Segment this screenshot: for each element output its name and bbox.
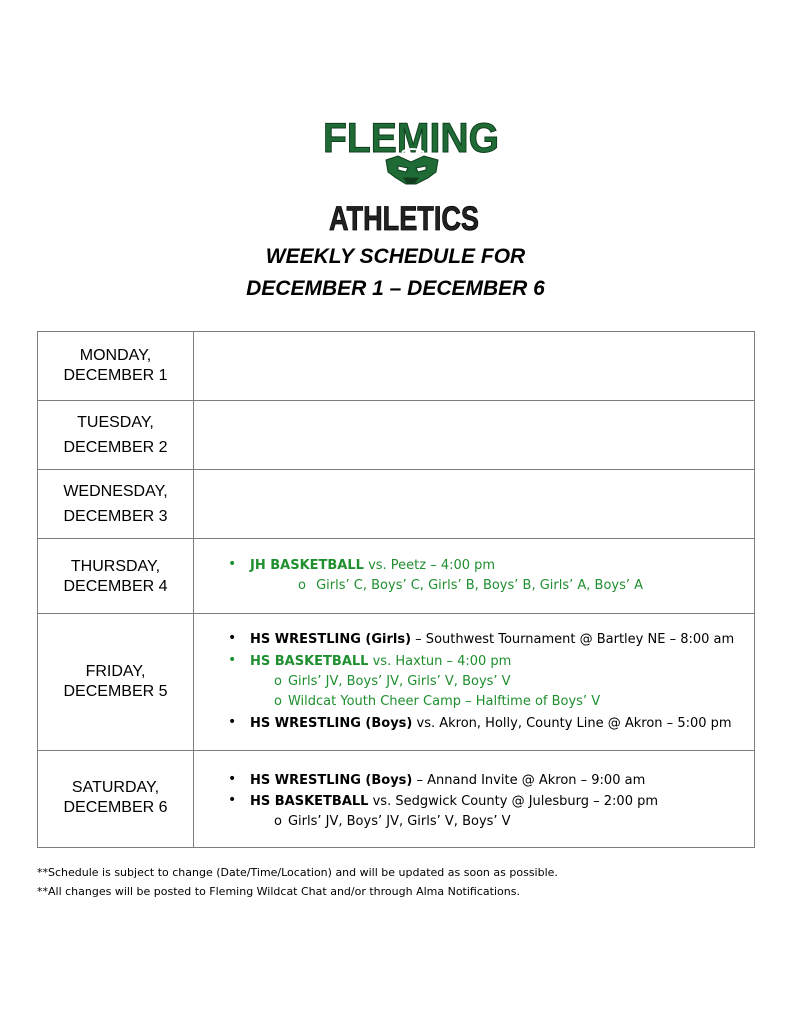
event-category: HS WRESTLING (Boys) [250, 716, 413, 731]
events-cell-saturday [194, 751, 755, 848]
event-category: JH BASKETBALL [250, 558, 364, 573]
schedule-row-wednesday [38, 470, 755, 539]
day-date: DECEMBER 5 [63, 683, 168, 700]
day-cell-friday [38, 614, 194, 751]
day-date: DECEMBER 2 [63, 438, 168, 456]
event-sub-text: Girls’ JV, Boys’ JV, Girls’ V, Boys’ V [287, 674, 511, 689]
sub-bullet-icon: o [298, 578, 306, 593]
fleming-athletics-logo [316, 108, 506, 236]
schedule-row-tuesday [38, 401, 755, 470]
event-item [228, 714, 754, 734]
footnote-schedule-change: **Schedule is subject to change (Date/Time/Location) and will be updated as soon as possible. [37, 866, 558, 879]
day-name: WEDNESDAY, [63, 482, 168, 500]
event-sub-item [274, 672, 754, 692]
day-date: DECEMBER 6 [63, 799, 168, 816]
events-cell-monday [194, 332, 755, 401]
event-item [228, 556, 754, 596]
weekly-schedule-table [37, 331, 755, 848]
event-category: HS WRESTLING (Girls) [250, 632, 412, 647]
logo-athletics-text: ATHLETICS [329, 200, 479, 236]
event-sub-item [274, 576, 754, 596]
day-name: TUESDAY, [77, 413, 154, 431]
day-name: MONDAY, [79, 347, 152, 364]
event-sub-text: Girls’ JV, Boys’ JV, Girls’ V, Boys’ V [287, 814, 511, 829]
events-cell-wednesday [194, 470, 755, 539]
event-details: vs. Haxtun – 4:00 pm [368, 654, 512, 669]
event-sub-text: Girls’ C, Boys’ C, Girls’ B, Boys’ B, Girls’ A, Boys’ A [316, 578, 644, 593]
bullet-icon: • [228, 771, 237, 787]
day-cell-tuesday [38, 401, 194, 470]
event-item [228, 792, 754, 832]
event-details: – Annand Invite @ Akron – 9:00 am [412, 773, 646, 788]
event-details: – Southwest Tournament @ Bartley NE – 8:00 am [411, 632, 735, 647]
event-category: HS BASKETBALL [250, 794, 369, 809]
schedule-row-saturday [38, 751, 755, 848]
day-date: DECEMBER 3 [63, 507, 168, 525]
day-cell-wednesday [38, 470, 194, 539]
logo-fleming-text: FLEMING [323, 114, 499, 161]
day-cell-monday [38, 332, 194, 401]
day-name: FRIDAY, [85, 663, 146, 680]
events-cell-thursday [194, 539, 755, 614]
event-details: vs. Sedgwick County @ Julesburg – 2:00 pm [368, 794, 659, 809]
event-sub-item [274, 812, 754, 832]
day-date: DECEMBER 1 [63, 367, 168, 384]
schedule-title-line2: DECEMBER 1 – DECEMBER 6 [246, 277, 545, 300]
schedule-row-friday [38, 614, 755, 751]
schedule-row-monday [38, 332, 755, 401]
schedule-row-thursday [38, 539, 755, 614]
event-sub-item [274, 692, 754, 712]
sub-bullet-icon: o [274, 814, 282, 829]
events-cell-friday [194, 614, 755, 751]
bullet-icon: • [228, 556, 237, 572]
event-category: HS WRESTLING (Boys) [250, 773, 413, 788]
day-cell-thursday [38, 539, 194, 614]
event-details: vs. Akron, Holly, County Line @ Akron – 5:00 pm [412, 716, 732, 731]
event-sub-text: Wildcat Youth Cheer Camp – Halftime of Boys’ V [287, 694, 601, 709]
schedule-title-line1: WEEKLY SCHEDULE FOR [265, 245, 526, 268]
sub-bullet-icon: o [274, 694, 282, 709]
bullet-icon: • [228, 630, 237, 646]
event-item [228, 652, 754, 712]
day-date: DECEMBER 4 [63, 578, 168, 595]
sub-bullet-icon: o [274, 674, 282, 689]
day-name: THURSDAY, [70, 558, 161, 575]
day-cell-saturday [38, 751, 194, 848]
day-name: SATURDAY, [71, 779, 160, 796]
event-category: HS BASKETBALL [250, 654, 369, 669]
event-details: vs. Peetz – 4:00 pm [363, 558, 496, 573]
footnote-posted-changes: **All changes will be posted to Fleming Wildcat Chat and/or through Alma Notifications. [37, 885, 520, 898]
bullet-icon: • [228, 714, 237, 730]
bullet-icon: • [228, 792, 237, 808]
events-cell-tuesday [194, 401, 755, 470]
bullet-icon: • [228, 652, 237, 668]
event-item [228, 630, 754, 650]
event-item [228, 771, 754, 791]
